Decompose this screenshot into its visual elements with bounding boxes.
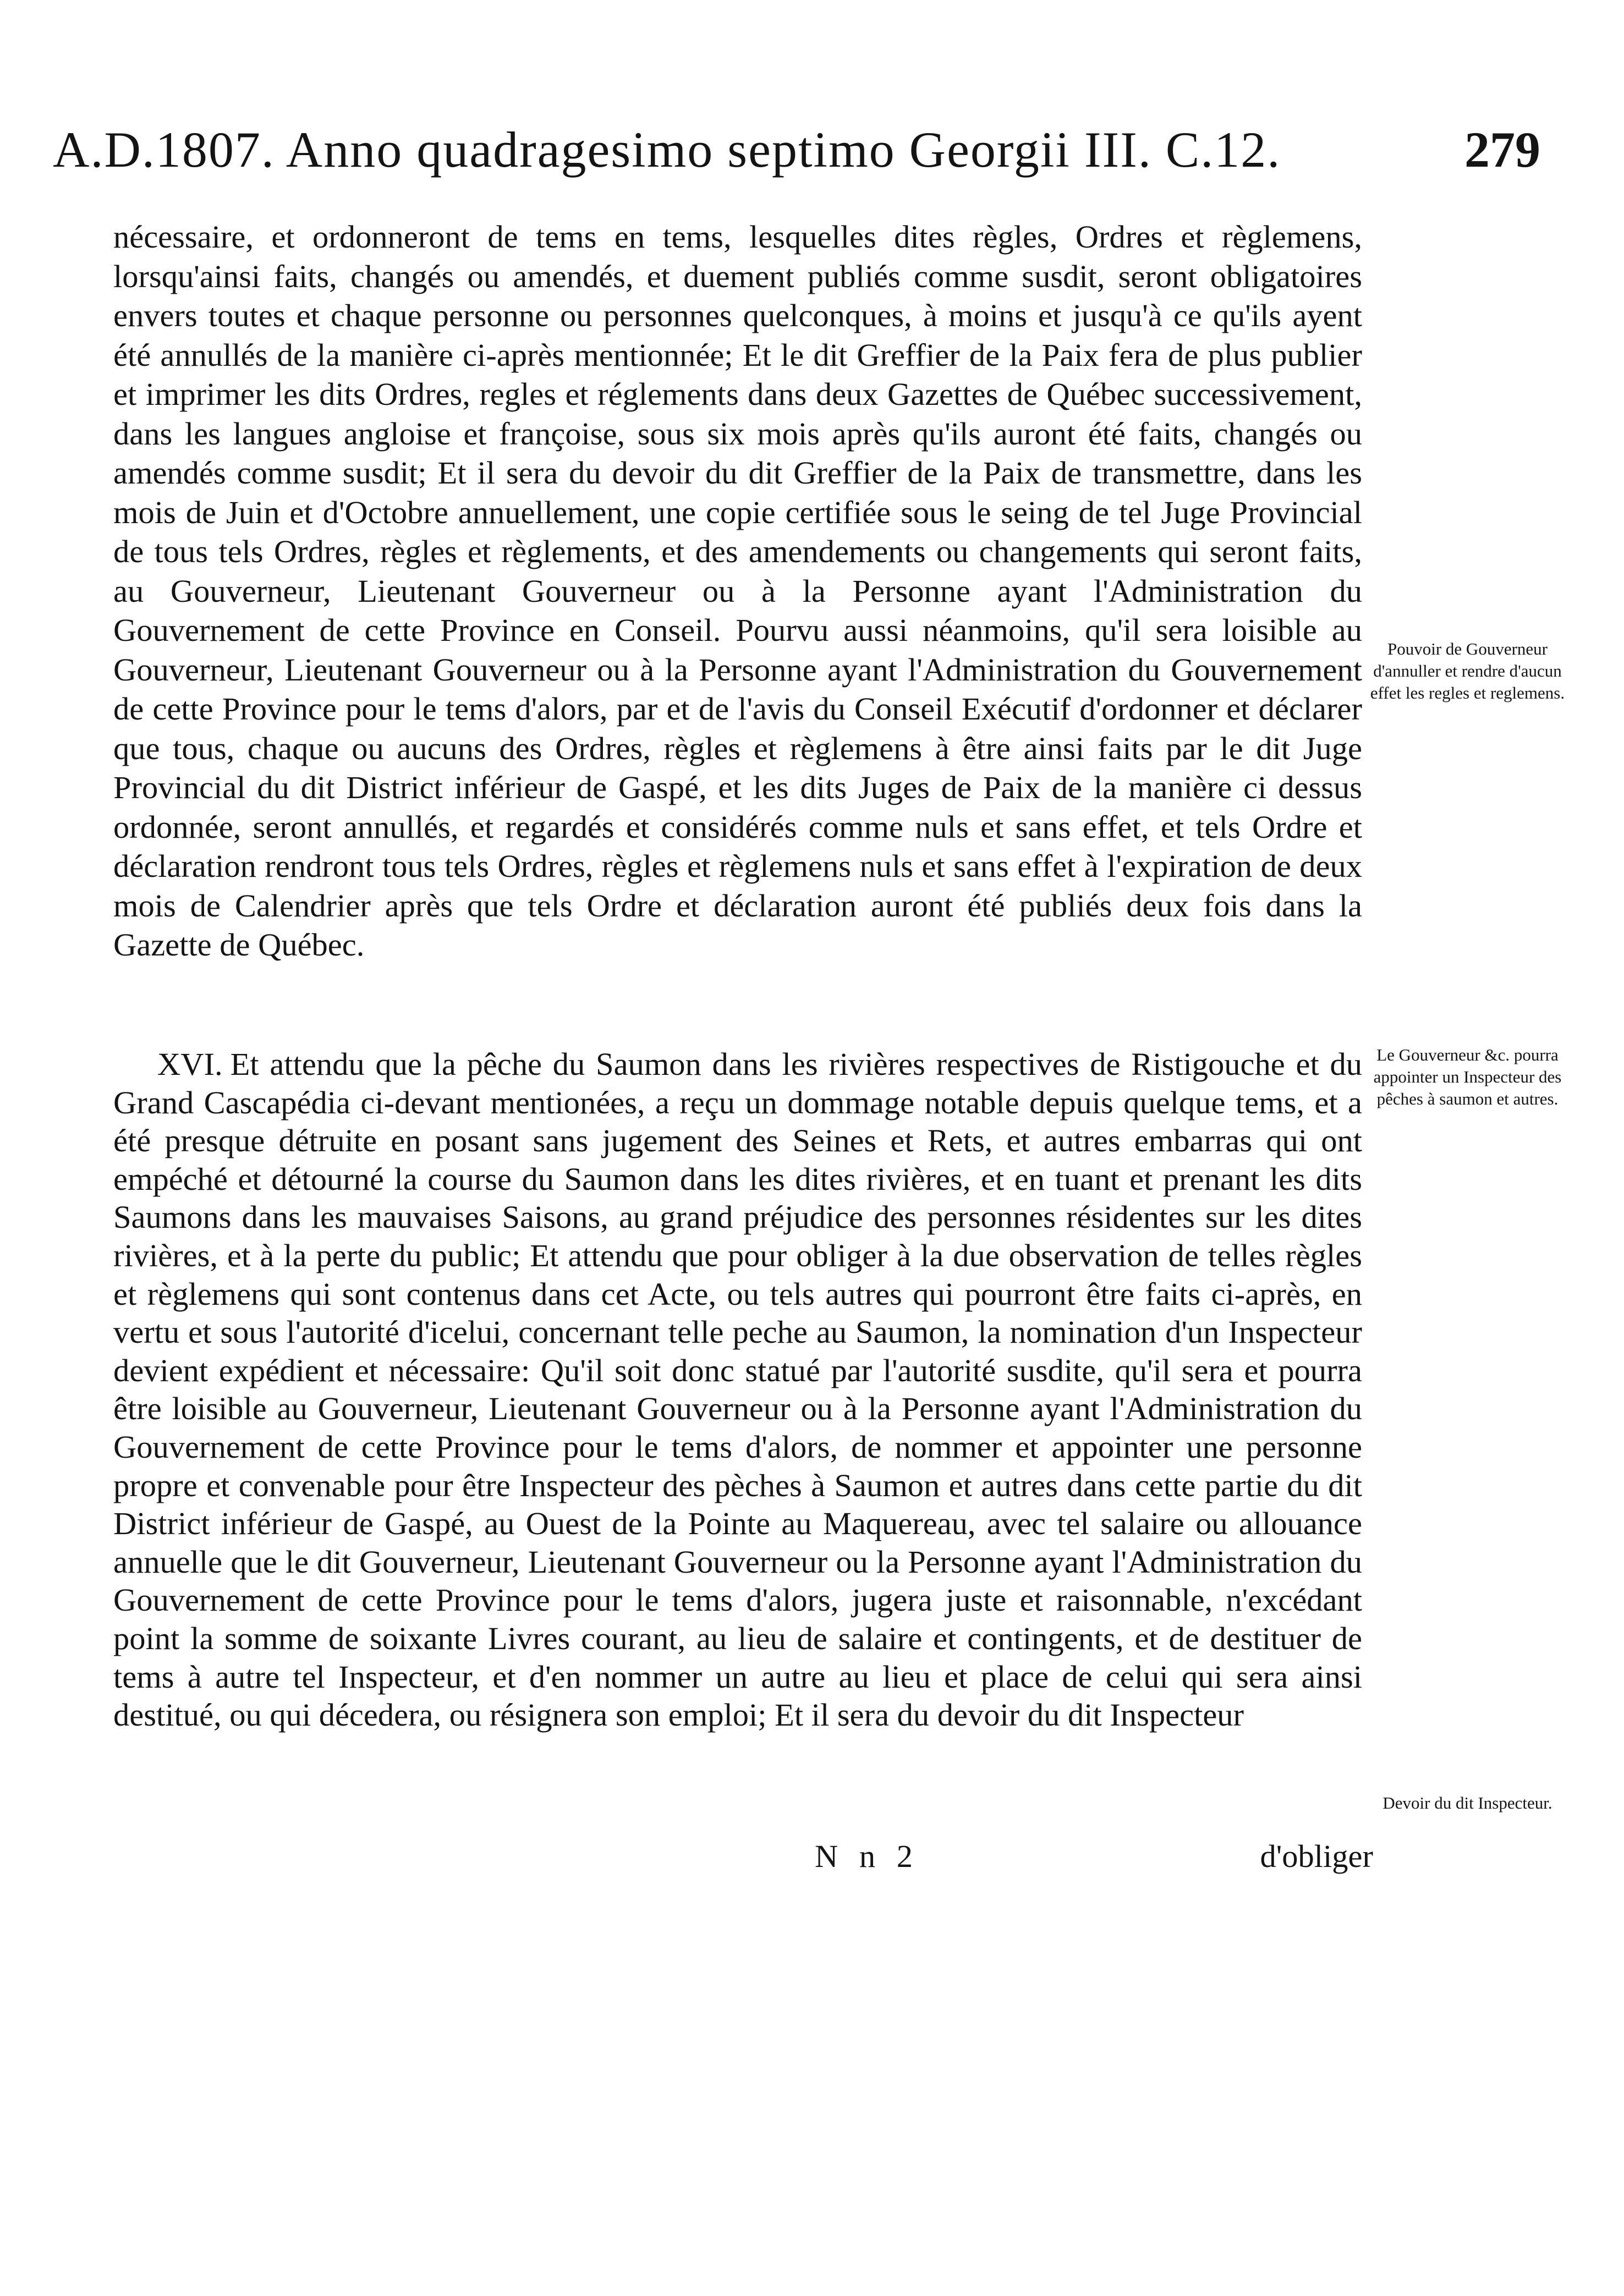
marginal-note-3: Devoir du dit Inspecteur.	[1382, 1793, 1552, 1812]
page-number: 279	[1464, 122, 1540, 178]
signature-mark: N n 2	[815, 1838, 919, 1874]
page-footer	[113, 1834, 1373, 1878]
running-title: A.D.1807. Anno quadragesimo septimo Georgii III. C.12.	[53, 122, 1281, 178]
catchword: d'obliger	[1260, 1838, 1373, 1874]
body-paragraph-2	[113, 1045, 1362, 1734]
body-paragraph-1: nécessaire, et ordonneront de tems en tems, lesquelles dites règles, Ordres et règlemens, lorsqu'ainsi faits, changés ou amendés, et duement publiés comme susdit, seront obligatoires envers toutes et chaque personne ou personnes quelconques, à moins et jusqu'à ce qu'ils ayent été annullés de la manière ci-après mentionnée; Et le dit Greffier de la Paix fera de plus publier et imprimer les dits Ordres, regles et réglements dans deux Gazettes de Québec successivement, dans les langues angloise et françoise, sous six mois après qu'ils auront été faits, changés ou amendés comme susdit; Et il sera du devoir du dit Greffier de la Paix de transmettre, dans les mois de Juin et d'Octobre annuellement, une copie certifiée sous le seing de tel Juge Provincial de tous tels Ordres, règles et règlements, et des amendements ou changements qui seront faits, au Gouverneur, Lieutenant Gouverneur ou à la Personne ayant l'Administration du Gouvernement de cette Province en Conseil. Pourvu aussi néanmoins, qu'il sera loisible au Gouverneur, Lieutenant Gouverneur ou à la Personne ayant l'Administration du Gouvernement de cette Province pour le tems d'alors, par et de l'avis du Conseil Exécutif d'ordonner et déclarer que tous, chaque ou aucuns des Ordres, règles et règlemens à être ainsi faits par le dit Juge Provincial du dit District inférieur de Gaspé, et les dits Juges de Paix de la manière ci dessus ordonnée, seront annullés, et regardés et considérés comme nuls et sans effet, et tels Ordre et déclaration rendront tous tels Ordres, règles et règlemens nuls et sans effet à l'expiration de deux mois de Calendrier après que tels Ordre et déclaration auront été publiés deux fois dans la Gazette de Québec.	[113, 219, 1362, 963]
marginal-note-2: Le Gouverneur &c. pourra appointer un Inspecteur des pêches à saumon et autres.	[1373, 1045, 1562, 1108]
section-number: XVI.	[157, 1046, 223, 1082]
body-paragraph-2-text: Et attendu que la pêche du Saumon dans les rivières respectives de Ristigouche et du Grand Cascapédia ci-devant mentionées, a reçu un dommage notable depuis quelque tems, et a été presque détruite en posant sans jugement des Seines et Rets, et autres embarras qui ont empéché et détourné la course du Saumon dans les dites rivières, et en tuant et prenant les dits Saumons dans les mauvaises Saisons, au grand préjudice des personnes résidentes sur les dites rivières, et à la perte du public; Et attendu que pour obliger à la due observation de telles règles et règlemens qui sont contenus dans cet Acte, ou tels autres qui pourront être faits ci-après, en vertu et sous l'autorité d'icelui, concernant telle peche au Saumon, la nomination d'un Inspecteur devient expédient et nécessaire: Qu'il soit donc statué par l'autorité susdite, qu'il sera et pourra être loisible au Gouverneur, Lieutenant Gouverneur ou à la Personne ayant l'Administration du Gouvernement de cette Province pour le tems d'alors, de nommer et appointer une personne propre et convenable pour être Inspecteur des pèches à Saumon et autres dans cette partie du dit District inférieur de Gaspé, au Ouest de la Pointe au Maquereau, avec tel salaire ou allouance annuelle que le dit Gouverneur, Lieutenant Gouverneur ou la Personne ayant l'Administration du Gouvernement de cette Province pour le tems d'alors, jugera juste et raisonnable, n'excédant point la somme de soixante Livres courant, au lieu de salaire et contingents, et de destituer de tems à autre tel Inspecteur, et d'en nommer un autre au lieu et place de celui qui sera ainsi destitué, ou qui décedera, ou résignera son emploi; Et il sera du devoir du dit Inspecteur	[113, 1046, 1362, 1733]
marginal-note-1: Pouvoir de Gouverneur d'annuller et rendre d'aucun effet les regles et reglemens.	[1370, 639, 1565, 702]
